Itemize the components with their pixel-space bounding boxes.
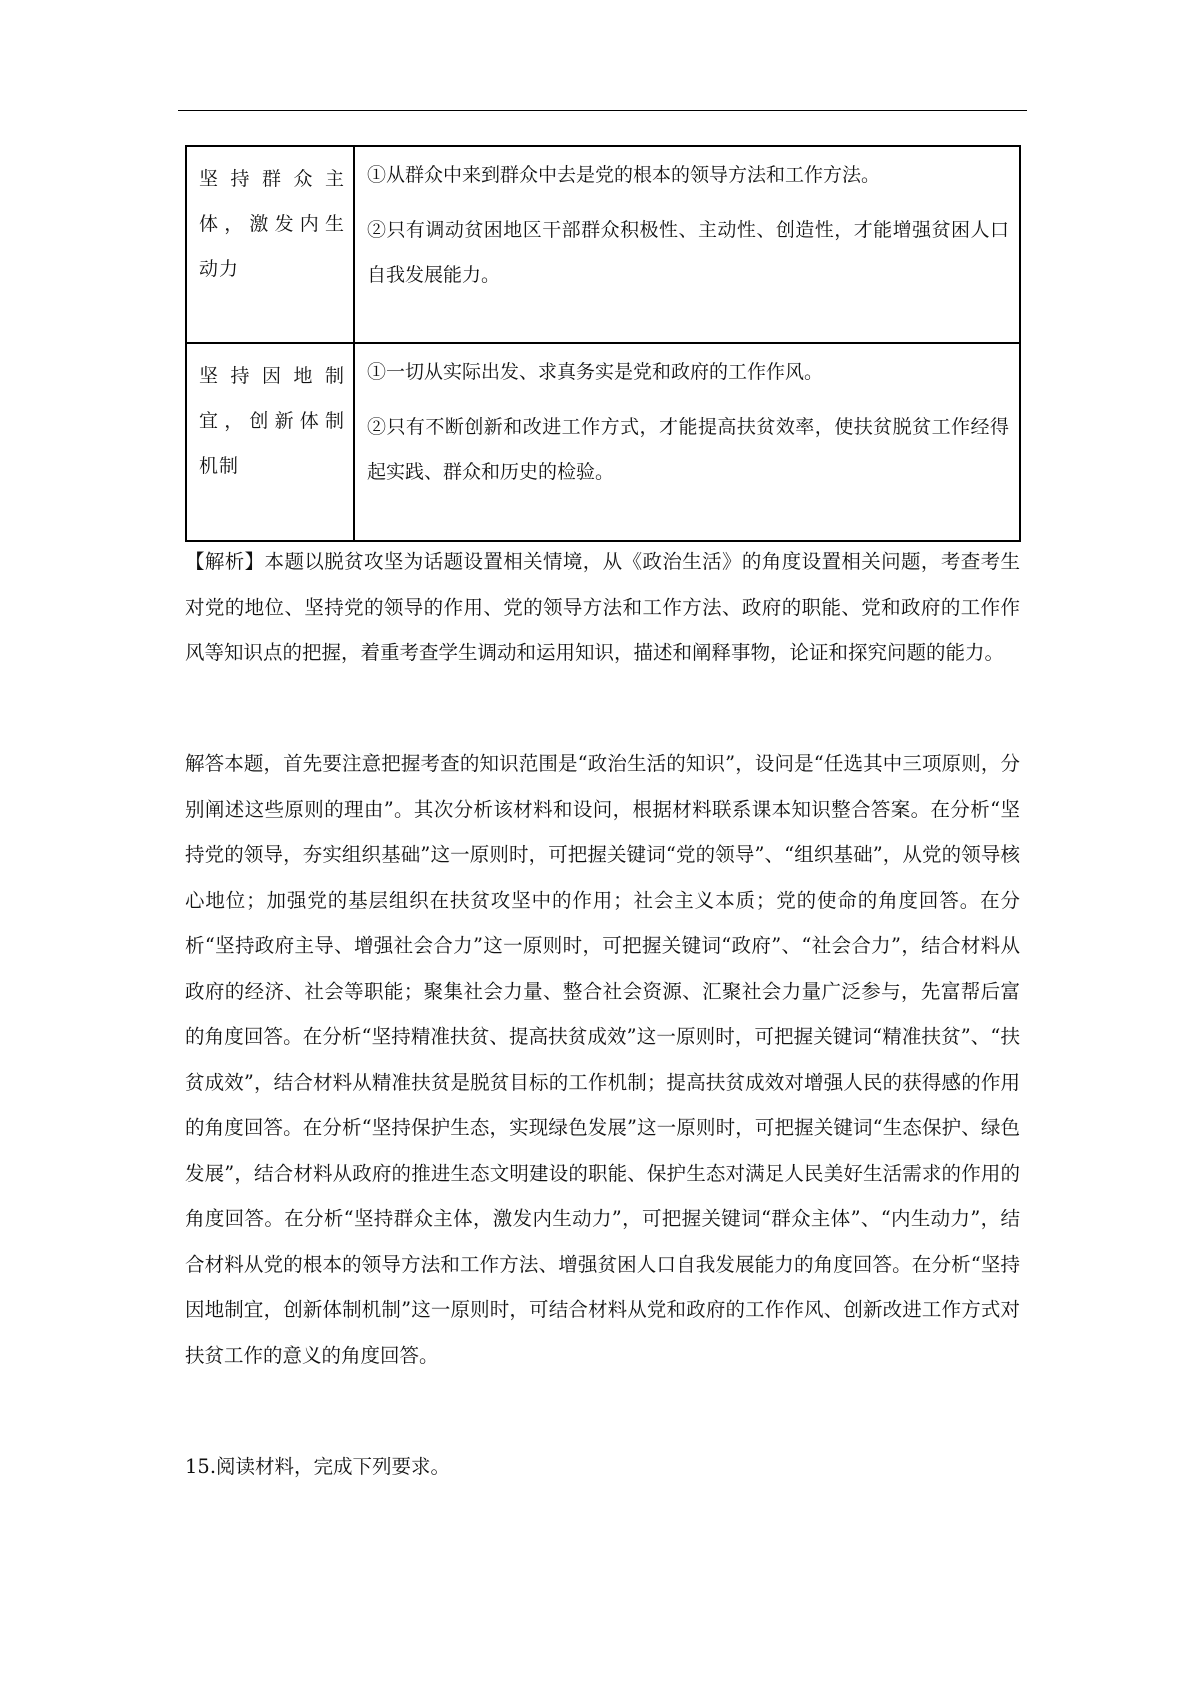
principle-line: 机制 bbox=[199, 455, 240, 477]
principle-line: 坚持群众主 bbox=[199, 168, 345, 190]
question-15-text: 15.阅读材料，完成下列要求。 bbox=[185, 1455, 451, 1478]
principle-line: 体，激发内生 bbox=[199, 213, 345, 235]
principle-line: 动力 bbox=[199, 258, 240, 280]
question-15 bbox=[185, 1444, 1020, 1490]
principle-line: 坚持因地制 bbox=[199, 365, 345, 387]
reason-item: ①一切从实际出发、求真务实是党和政府的工作作风。 bbox=[367, 361, 824, 383]
header-rule bbox=[178, 110, 1027, 111]
reason-cell bbox=[354, 343, 1020, 541]
answer-guide-text: 解答本题，首先要注意把握考查的知识范围是“政治生活的知识”，设问是“任选其中三项原则，分别阐述这些原则的理由”。其次分析该材料和设问，根据材料联系课本知识整合答案。在分析“坚持党的领导，夯实组织基础”这一原则时，可把握关键词“党的领导”、“组织基础”，从党的领导核心地位；加强党的基层组织在扶贫攻坚中的作用；社会主义本质；党的使命的角度回答。在分析“坚持政府主导、增强社会合力”这一原则时，可把握关键词“政府”、“社会合力”，结合材料从政府的经济、社会等职能；聚集社会力量、整合社会资源、汇聚社会力量广泛参与，先富帮后富的角度回答。在分析“坚持精准扶贫、提高扶贫成效”这一原则时，可把握关键词“精准扶贫”、“扶贫成效”，结合材料从精准扶贫是脱贫目标的工作机制；提高扶贫成效对增强人民的获得感的作用的角度回答。在分析“坚持保护生态，实现绿色发展”这一原则时，可把握关键词“生态保护、绿色发展”，结合材料从政府的推进生态文明建设的职能、保护生态对满足人民美好生活需求的作用的角度回答。在分析“坚持群众主体，激发内生动力”，可把握关键词“群众主体”、“内生动力”，结合材料从党的根本的领导方法和工作方法、增强贫困人口自我发展能力的角度回答。在分析“坚持因地制宜，创新体制机制”这一原则时，可结合材料从党和政府的工作作风、创新改进工作方式对扶贫工作的意义的角度回答。 bbox=[185, 752, 1020, 1367]
principles-table bbox=[185, 145, 1021, 542]
analysis-paragraph bbox=[185, 539, 1020, 676]
reason-item: ①从群众中来到群众中去是党的根本的领导方法和工作方法。 bbox=[367, 164, 881, 186]
answer-guide-paragraph bbox=[185, 741, 1020, 1378]
principle-cell bbox=[186, 343, 354, 541]
table-row bbox=[186, 343, 1020, 541]
reason-item: ②只有调动贫困地区干部群众积极性、主动性、创造性，才能增强贫困人口自我发展能力。 bbox=[367, 219, 1009, 286]
principle-line: 宜，创新体制 bbox=[199, 410, 345, 432]
table-row bbox=[186, 146, 1020, 343]
reason-cell bbox=[354, 146, 1020, 343]
reason-item: ②只有不断创新和改进工作方式，才能提高扶贫效率，使扶贫脱贫工作经得起实践、群众和历史的检验。 bbox=[367, 416, 1009, 483]
principle-cell bbox=[186, 146, 354, 343]
analysis-text: 【解析】本题以脱贫攻坚为话题设置相关情境，从《政治生活》的角度设置相关问题，考查考生对党的地位、坚持党的领导的作用、党的领导方法和工作方法、政府的职能、党和政府的工作作风等知识点的把握，着重考查学生调动和运用知识，描述和阐释事物，论证和探究问题的能力。 bbox=[185, 550, 1020, 664]
